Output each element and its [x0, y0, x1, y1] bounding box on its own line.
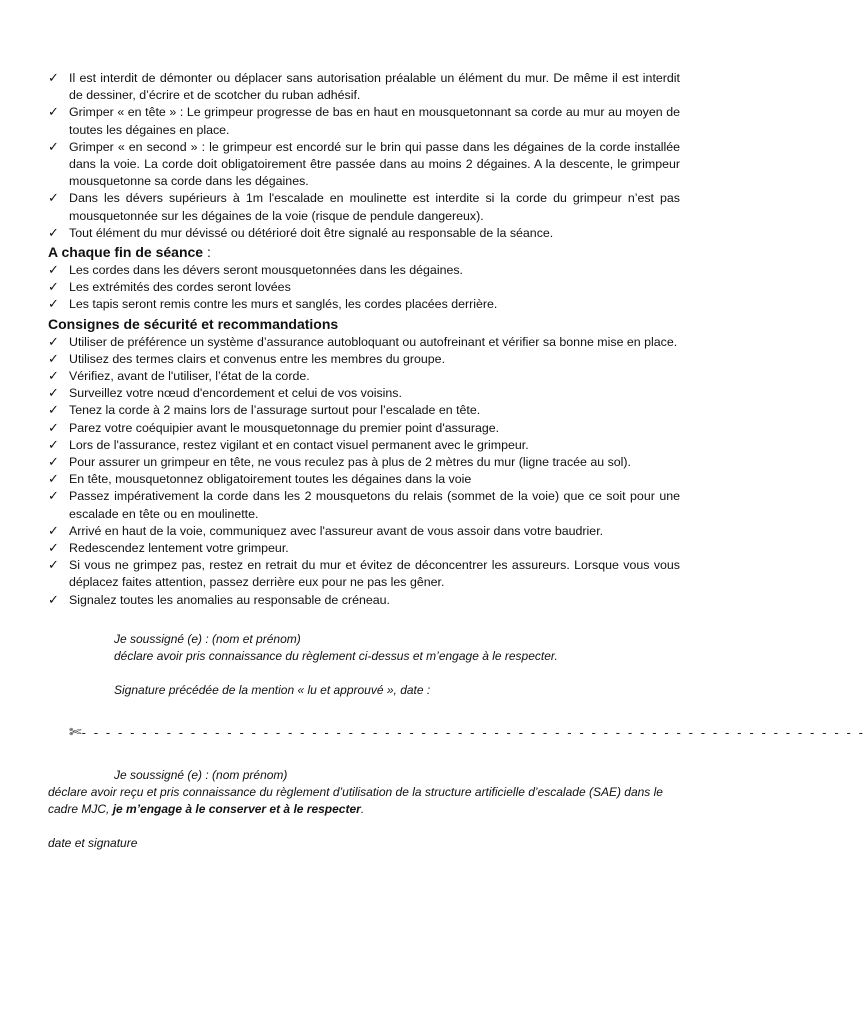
- list-item-text: Utilisez des termes clairs et convenus entre les membres du groupe.: [69, 351, 446, 366]
- list-item-text: Parez votre coéquipier avant le mousquetonnage du premier point d'assurage.: [69, 420, 500, 435]
- checkmark-icon: ✓: [48, 225, 59, 241]
- list-item: [48, 279, 680, 296]
- cut-line-dashes: - - - - - - - - - - - - - - - - - - - - - - - - - - - - - - - - - - - - - - - - - - - - - - - - - - - - - - - - - - - - - - - - -: [81, 724, 865, 740]
- checkmark-icon: ✓: [48, 139, 59, 155]
- checkmark-icon: ✓: [48, 403, 59, 419]
- section-title-fin-de-seance: [48, 242, 680, 262]
- list-item: [48, 190, 680, 224]
- list-item-text: Grimper « en tête » : Le grimpeur progresse de bas en haut en mousquetonnant sa corde au mur au moyen de toutes les dégaines en place.: [69, 105, 680, 137]
- checkmark-icon: ✓: [48, 191, 59, 207]
- list-item-text: Les extrémités des cordes seront lovées: [69, 280, 291, 295]
- declaration-1-signature-line: Signature précédée de la mention « lu et approuvé », date :: [114, 682, 431, 697]
- list-item: [48, 471, 680, 488]
- list-item-text: Dans les dévers supérieurs à 1m l'escalade en moulinette est interdite si la corde du grimpeur n’est pas mousquetonnée sur les dégaines de la voie (risque de pendule dangereux).: [69, 191, 680, 223]
- list-item-text: Signalez toutes les anomalies au responsable de créneau.: [69, 592, 390, 607]
- list-item: [48, 296, 680, 313]
- checkmark-icon: ✓: [48, 334, 59, 350]
- declaration-2-name-line: Je soussigné (e) : (nom prénom): [114, 767, 288, 782]
- checkmark-icon: ✓: [48, 386, 59, 402]
- list-item-text: Utiliser de préférence un système d’assurance autobloquant ou autofreinant et vérifier sa bonne mise en place.: [69, 334, 678, 349]
- list-item-text: Redescendez lentement votre grimpeur.: [69, 541, 289, 556]
- declaration-block-2: [48, 767, 680, 852]
- declaration-2-date-line: date et signature: [48, 835, 138, 850]
- list-item-text: En tête, mousquetonnez obligatoirement toutes les dégaines dans la voie: [69, 472, 472, 487]
- declaration-1-name-line: Je soussigné (e) : (nom et prénom): [114, 631, 301, 646]
- checkmark-icon: ✓: [48, 437, 59, 453]
- declaration-2-text: [48, 784, 680, 818]
- list-item: [48, 368, 680, 385]
- list-item: [48, 225, 680, 242]
- list-item-text: Surveillez votre nœud d'encordement et celui de vos voisins.: [69, 386, 402, 401]
- list-item: [48, 557, 680, 591]
- checkmark-icon: ✓: [48, 297, 59, 313]
- list-item: [48, 454, 680, 471]
- list-item-text: Il est interdit de démonter ou déplacer sans autorisation préalable un élément du mur. De même il est interdit de dessiner, d’écrire et de scotcher du ruban adhésif.: [69, 71, 680, 103]
- section-title-fin-colon: :: [203, 244, 211, 261]
- list-item-text: Les cordes dans les dévers seront mousquetonnées dans les dégaines.: [69, 263, 463, 278]
- checkmark-icon: ✓: [48, 351, 59, 367]
- list-item-text: Pour assurer un grimpeur en tête, ne vous reculez pas à plus de 2 mètres du mur (ligne tracée au sol).: [69, 455, 631, 470]
- fin-de-seance-list: [48, 262, 680, 314]
- scissors-icon: ✄: [69, 722, 82, 741]
- list-item: [48, 402, 680, 419]
- list-item-text: Arrivé en haut de la voie, communiquez avec l'assureur avant de vous assoir dans votre baudrier.: [69, 523, 604, 538]
- section-title-consignes: Consignes de sécurité et recommandations: [48, 315, 339, 332]
- list-item: [48, 523, 680, 540]
- list-item: [48, 385, 680, 402]
- list-item: [48, 70, 680, 104]
- checkmark-icon: ✓: [48, 420, 59, 436]
- checkmark-icon: ✓: [48, 489, 59, 505]
- list-item: [48, 592, 680, 609]
- checkmark-icon: ✓: [48, 558, 59, 574]
- list-item-text: Lors de l'assurance, restez vigilant et en contact visuel permanent avec le grimpeur.: [69, 437, 529, 452]
- document-content: [48, 70, 865, 852]
- list-item: [48, 540, 680, 557]
- cut-line: [69, 722, 865, 741]
- declaration-2-text-start: déclare avoir reçu et pris connaissance du règlement d’utilisation de la structure artificielle d’escalade (SAE) dans le cadre MJC,: [48, 784, 663, 816]
- list-item: [48, 334, 680, 351]
- list-item: [48, 437, 680, 454]
- declaration-1-text: déclare avoir pris connaissance du règlement ci-dessus et m’engage à le respecter.: [114, 648, 558, 663]
- list-item-text: Si vous ne grimpez pas, restez en retrait du mur et évitez de déconcentrer les assureurs. Lorsque vous vous déplacez faites attention, passez derrière eux pour ne pas les gêner.: [69, 558, 680, 590]
- rules-list: [48, 70, 680, 242]
- list-item: [48, 104, 680, 138]
- declaration-block-1: [114, 631, 680, 699]
- list-item: [48, 351, 680, 368]
- list-item-text: Tout élément du mur dévissé ou détérioré doit être signalé au responsable de la séance.: [69, 225, 554, 240]
- list-item: [48, 139, 680, 191]
- checkmark-icon: ✓: [48, 541, 59, 557]
- list-item-text: Vérifiez, avant de l'utiliser, l’état de la corde.: [69, 369, 310, 384]
- list-item-text: Passez impérativement la corde dans les 2 mousquetons du relais (sommet de la voie) que ce soit pour une escalade en tête ou en moulinette.: [69, 489, 680, 521]
- checkmark-icon: ✓: [48, 455, 59, 471]
- checkmark-icon: ✓: [48, 592, 59, 608]
- checkmark-icon: ✓: [48, 523, 59, 539]
- checkmark-icon: ✓: [48, 280, 59, 296]
- list-item: [48, 262, 680, 279]
- list-item: [48, 488, 680, 522]
- checkmark-icon: ✓: [48, 263, 59, 279]
- checkmark-icon: ✓: [48, 71, 59, 86]
- declaration-2-text-bold: je m’engage à le conserver et à le respecter: [112, 801, 361, 816]
- list-item-text: Grimper « en second » : le grimpeur est encordé sur le brin qui passe dans les dégaines de la corde installée dans la voie. La corde doit obligatoirement être passée dans au moins 2 dégaines. A la descente, le grimpeur mousquetonne sa corde dans les dégaines.: [69, 139, 680, 189]
- list-item: [48, 420, 680, 437]
- list-item-text: Tenez la corde à 2 mains lors de l’assurage surtout pour l’escalade en tête.: [69, 403, 481, 418]
- checkmark-icon: ✓: [48, 369, 59, 385]
- checkmark-icon: ✓: [48, 105, 59, 121]
- checkmark-icon: ✓: [48, 472, 59, 488]
- section-title-fin-text: A chaque fin de séance: [48, 244, 204, 261]
- declaration-2-text-end: .: [360, 801, 365, 816]
- consignes-list: [48, 334, 680, 609]
- list-item-text: Les tapis seront remis contre les murs et sanglés, les cordes placées derrière.: [69, 297, 498, 312]
